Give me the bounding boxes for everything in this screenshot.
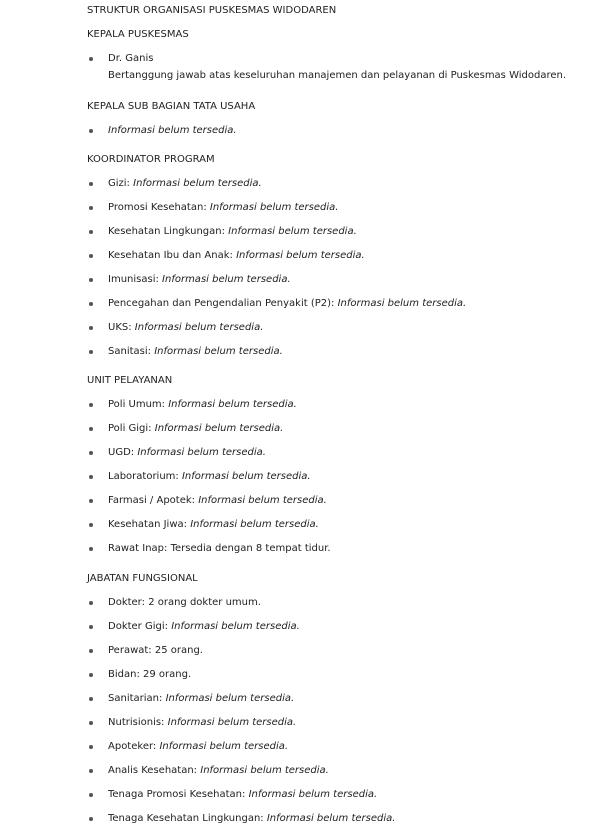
list-item-jabatan	[87, 740, 597, 754]
bullet-icon	[89, 451, 93, 455]
item-value: Informasi belum tersedia.	[228, 226, 357, 237]
list-item-jabatan	[87, 668, 597, 682]
item-label: Farmasi / Apotek:	[108, 495, 196, 506]
bullet-icon	[89, 129, 93, 133]
section-heading-unit: UNIT PELAYANAN	[87, 375, 173, 386]
bullet-icon	[89, 254, 93, 258]
section-heading-koordinator: KOORDINATOR PROGRAM	[87, 154, 215, 165]
item-label: Rawat Inap:	[108, 543, 168, 554]
bullet-icon	[89, 547, 93, 551]
item-value: Tersedia dengan 8 tempat tidur.	[170, 543, 331, 554]
item-value: Informasi belum tersedia.	[209, 202, 339, 213]
item-value: Informasi belum tersedia.	[236, 250, 365, 261]
item-label: UKS:	[108, 322, 132, 333]
item-label: Imunisasi:	[108, 274, 159, 285]
list-item-unit	[87, 446, 597, 460]
item-label: Tenaga Kesehatan Lingkungan:	[108, 813, 264, 824]
item-value: 2 orang dokter umum.	[148, 597, 261, 608]
section-heading-kepala: KEPALA PUSKESMAS	[87, 29, 189, 40]
item-label: Tenaga Promosi Kesehatan:	[108, 789, 246, 800]
item-value: 29 orang.	[143, 669, 192, 680]
item-label: Gizi:	[108, 178, 130, 189]
bullet-icon	[89, 182, 93, 186]
item-value: Informasi belum tersedia.	[171, 621, 300, 632]
bullet-icon	[89, 230, 93, 234]
list-item-jabatan	[87, 620, 597, 634]
bullet-icon	[89, 326, 93, 330]
item-label: Kesehatan Jiwa:	[108, 519, 188, 530]
item-label: Sanitasi:	[108, 346, 151, 357]
item-value: Informasi belum tersedia.	[159, 741, 289, 752]
item-value: Informasi belum tersedia.	[137, 447, 266, 458]
list-item-koordinator	[87, 297, 597, 311]
item-value: 25 orang.	[154, 645, 203, 656]
item-value: Informasi belum tersedia.	[133, 178, 262, 189]
item-label: Analis Kesehatan:	[108, 765, 198, 776]
list-item-jabatan	[87, 692, 597, 706]
bullet-icon	[89, 745, 93, 749]
list-item-koordinator	[87, 321, 597, 335]
bullet-icon	[89, 769, 93, 773]
item-label: Kesehatan Lingkungan:	[108, 226, 225, 237]
bullet-icon	[89, 601, 93, 605]
item-label: Apoteker:	[108, 741, 157, 752]
item-value: Informasi belum tersedia.	[190, 519, 319, 530]
bullet-icon	[89, 523, 93, 527]
list-item-kasubag	[87, 124, 597, 138]
item-label: Poli Gigi:	[108, 423, 152, 434]
list-item-unit	[87, 470, 597, 484]
list-item-unit	[87, 422, 597, 436]
bullet-icon	[89, 403, 93, 407]
list-item-koordinator	[87, 345, 597, 359]
bullet-icon	[89, 673, 93, 677]
item-value: Informasi belum tersedia.	[154, 423, 284, 434]
item-value: Informasi belum tersedia.	[162, 274, 291, 285]
bullet-icon	[89, 206, 93, 210]
item-label: Promosi Kesehatan:	[108, 202, 207, 213]
item-label: Dokter:	[108, 597, 145, 608]
item-label: Bidan:	[108, 669, 140, 680]
item-label: Nutrisionis:	[108, 717, 165, 728]
bullet-icon	[89, 302, 93, 306]
list-item-koordinator	[87, 273, 597, 287]
bullet-icon	[89, 793, 93, 797]
bullet-icon	[89, 475, 93, 479]
bullet-icon	[89, 499, 93, 503]
item-label: Perawat:	[108, 645, 152, 656]
list-item-jabatan	[87, 596, 597, 610]
bullet-icon	[89, 57, 93, 61]
bullet-icon	[89, 721, 93, 725]
list-item-koordinator	[87, 201, 597, 215]
bullet-icon	[89, 625, 93, 629]
item-value: Informasi belum tersedia.	[337, 298, 467, 309]
bullet-icon	[89, 350, 93, 354]
item-value: Informasi belum tersedia.	[154, 346, 283, 357]
list-item-jabatan	[87, 644, 597, 658]
item-value: Informasi belum tersedia.	[198, 495, 327, 506]
item-label: Kesehatan Ibu dan Anak:	[108, 250, 233, 261]
list-item-koordinator	[87, 249, 597, 263]
item-value: Informasi belum tersedia.	[181, 471, 311, 482]
list-item-jabatan	[87, 812, 597, 826]
item-value: Informasi belum tersedia.	[167, 717, 297, 728]
item-value: Informasi belum tersedia.	[200, 765, 329, 776]
item-value: Informasi belum tersedia.	[266, 813, 396, 824]
item-value: Informasi belum tersedia.	[165, 693, 295, 704]
bullet-icon	[89, 649, 93, 653]
bullet-icon	[89, 427, 93, 431]
item-label: UGD:	[108, 447, 135, 458]
list-item-unit	[87, 542, 597, 556]
bullet-icon	[89, 278, 93, 282]
item-label: Poli Umum:	[108, 399, 166, 410]
kepala-name: Dr. Ganis	[108, 53, 154, 64]
section-heading-jabatan: JABATAN FUNGSIONAL	[87, 573, 198, 584]
item-label: Dokter Gigi:	[108, 621, 168, 632]
list-item-koordinator	[87, 225, 597, 239]
list-item-jabatan	[87, 788, 597, 802]
list-item-unit	[87, 398, 597, 412]
list-item-jabatan	[87, 764, 597, 778]
section-heading-kasubag: KEPALA SUB BAGIAN TATA USAHA	[87, 101, 256, 112]
item-label: Pencegahan dan Pengendalian Penyakit (P2):	[108, 298, 335, 309]
list-item-kepala	[87, 52, 597, 84]
list-item-jabatan	[87, 716, 597, 730]
item-value: Informasi belum tersedia.	[168, 399, 297, 410]
item-label: Laboratorium:	[108, 471, 179, 482]
kepala-description: Bertanggung jawab atas keseluruhan manajemen dan pelayanan di Puskesmas Widodaren.	[108, 70, 567, 81]
bullet-icon	[89, 697, 93, 701]
page-title: STRUKTUR ORGANISASI PUSKESMAS WIDODAREN	[87, 5, 337, 16]
item-label: Sanitarian:	[108, 693, 163, 704]
list-item-koordinator	[87, 177, 597, 191]
bullet-icon	[89, 817, 93, 821]
list-item-unit	[87, 518, 597, 532]
item-value: Informasi belum tersedia.	[134, 322, 264, 333]
list-item-unit	[87, 494, 597, 508]
kasubag-info: Informasi belum tersedia.	[108, 125, 237, 136]
item-value: Informasi belum tersedia.	[248, 789, 378, 800]
